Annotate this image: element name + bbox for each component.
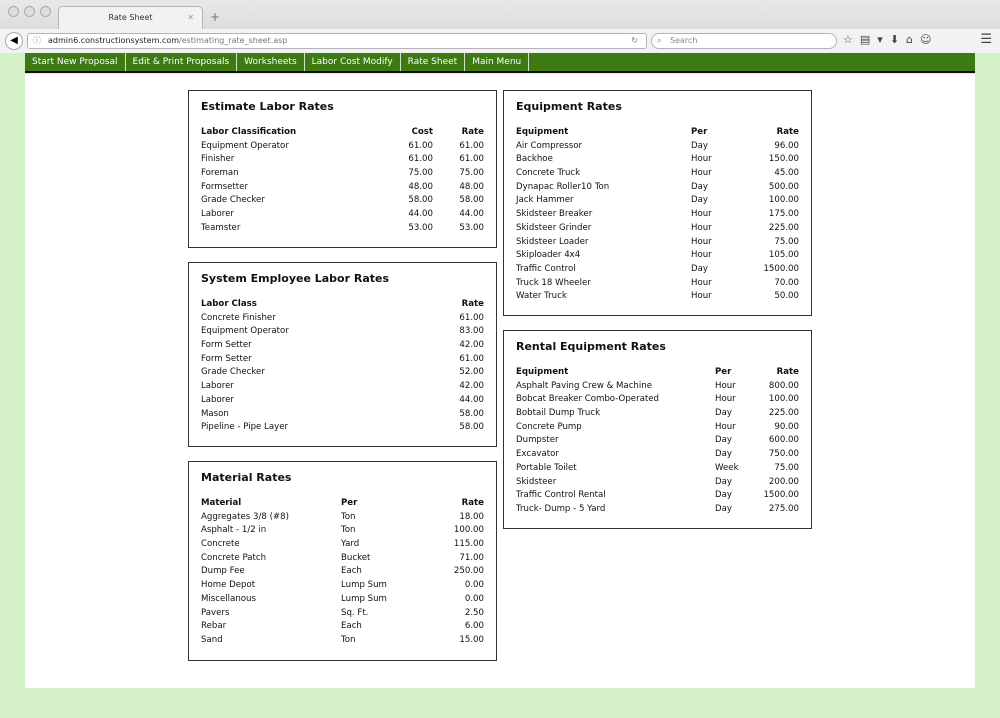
table-row [201,312,484,326]
table-cell: 45.00 [774,168,799,179]
table-cell: Hour [691,222,712,233]
table-row [201,552,484,566]
table-row [201,579,484,593]
table-row [201,634,484,648]
table-cell: 800.00 [768,380,799,391]
table-cell: 48.00 [459,181,484,192]
table-cell: Skidsteer Loader [516,236,589,247]
table-cell: 58.00 [408,195,433,206]
table-cell: Backhoe [516,154,553,165]
table-row [201,408,484,422]
column-header: Equipment [516,367,569,377]
table-cell: 1500.00 [763,490,799,501]
table-cell: Day [691,263,708,274]
table-row [201,421,484,435]
table-cell: Air Compressor [516,140,582,151]
table-cell: 61.00 [408,140,433,151]
table-cell: Foreman [201,168,239,179]
table-cell: Traffic Control Rental [516,490,606,501]
nav-edit-print-proposals[interactable]: Edit & Print Proposals [126,53,238,71]
table-cell: 2.50 [464,607,484,618]
new-tab-icon[interactable]: + [210,10,221,24]
table-cell: Form Setter [201,353,252,364]
column-header: Labor Classification [201,127,297,137]
browser-tab[interactable] [58,6,203,29]
table-cell: 250.00 [453,566,484,577]
table-row [516,503,799,517]
table-cell: Pipeline - Pipe Layer [201,422,289,433]
table-cell: Hour [691,277,712,288]
nav-start-new-proposal[interactable]: Start New Proposal [25,53,126,71]
table-cell: 71.00 [459,552,484,563]
window-controls[interactable] [8,6,51,17]
table-cell: Hour [691,236,712,247]
table-cell: Grade Checker [201,367,265,378]
table-row [516,208,799,222]
nav-labor-cost-modify[interactable]: Labor Cost Modify [305,53,401,71]
main-nav [25,53,975,73]
table-cell: 600.00 [768,435,799,446]
table-cell: 61.00 [408,154,433,165]
table-row [516,393,799,407]
table-header-row [201,497,484,511]
table-row [201,538,484,552]
system-employee-labor-rates-panel [188,262,497,447]
table-row [201,167,484,181]
table-row [516,476,799,490]
table-cell: Each [341,621,362,632]
table-cell: 1500.00 [763,263,799,274]
table-cell: Day [715,435,732,446]
table-cell: Hour [715,380,736,391]
table-cell: Ton [341,525,356,536]
table-cell: Week [715,462,739,473]
table-cell: 61.00 [459,140,484,151]
table-cell: 275.00 [768,503,799,514]
table-cell: 225.00 [768,408,799,419]
table-cell: Day [715,449,732,460]
table-cell: Day [715,476,732,487]
reading-list-icon[interactable]: ▤ [859,33,871,46]
table-cell: 0.00 [464,593,484,604]
nav-rate-sheet[interactable]: Rate Sheet [401,53,466,71]
equipment-rates-panel [503,90,812,316]
table-row [516,222,799,236]
table-cell: Portable Toilet [516,462,577,473]
table-cell: 0.00 [464,580,484,591]
table-row [201,394,484,408]
column-header: Per [715,367,732,377]
table-cell: 100.00 [768,394,799,405]
table-cell: Hour [715,394,736,405]
table-cell: Grade Checker [201,195,265,206]
table-cell: Skidsteer Breaker [516,209,593,220]
table-cell: Laborer [201,381,234,392]
table-cell: Day [691,140,708,151]
table-row [516,407,799,421]
table-row [201,607,484,621]
table-cell: Asphalt Paving Crew & Machine [516,380,652,391]
table-cell: 61.00 [459,353,484,364]
table-cell: Day [691,195,708,206]
column-header: Rate [461,498,484,508]
table-cell: Truck 18 Wheeler [516,277,591,288]
column-header: Equipment [516,127,569,137]
home-icon[interactable]: ⌂ [906,33,914,46]
panel-title: Estimate Labor Rates [201,100,334,113]
table-row [201,339,484,353]
hamburger-menu-icon[interactable]: ☰ [980,32,992,47]
panel-title: Rental Equipment Rates [516,340,666,353]
table-row [516,167,799,181]
table-cell: 75.00 [459,168,484,179]
material-rates-panel [188,461,497,661]
table-cell: Concrete Pump [516,421,582,432]
column-header: Per [691,127,708,137]
table-cell: Dump Fee [201,566,245,577]
table-cell: Miscellanous [201,593,256,604]
rate-sheet-content [25,74,975,688]
table-cell: 52.00 [459,367,484,378]
table-row [516,181,799,195]
nav-main-menu[interactable]: Main Menu [465,53,529,71]
table-row [516,434,799,448]
table-header-row [201,126,484,140]
table-row [201,565,484,579]
column-header: Cost [411,127,433,137]
table-cell: Hour [691,168,712,179]
table-cell: Skiploader 4x4 [516,250,581,261]
table-cell: Hour [691,154,712,165]
table-cell: Water Truck [516,291,567,302]
table-cell: Concrete Truck [516,168,581,179]
table-cell: Lump Sum [341,593,387,604]
table-cell: Asphalt - 1/2 in [201,525,267,536]
table-cell: Concrete Patch [201,552,267,563]
table-header-row [516,126,799,140]
table-cell: 90.00 [774,421,799,432]
table-cell: Pavers [201,607,230,618]
table-cell: Rebar [201,621,227,632]
table-row [201,208,484,222]
table-cell: Form Setter [201,340,252,351]
table-cell: 175.00 [768,209,799,220]
table-cell: Day [691,181,708,192]
browser-chrome [0,0,1000,53]
table-row [201,524,484,538]
table-cell: Bobcat Breaker Combo-Operated [516,394,659,405]
reload-icon[interactable]: ↻ [631,36,638,45]
table-cell: Ton [341,511,356,522]
table-cell: Home Depot [201,580,256,591]
table-row [201,353,484,367]
chat-icon[interactable]: ☺ [920,33,932,46]
table-cell: 61.00 [459,312,484,323]
bookmark-star-icon[interactable]: ☆ [843,33,853,46]
table-cell: Mason [201,408,229,419]
table-cell: Jack Hammer [516,195,574,206]
table-cell: 15.00 [459,634,484,645]
info-icon: ⓘ [33,36,41,45]
table-cell: Hour [691,250,712,261]
column-header: Rate [776,367,799,377]
table-cell: 18.00 [459,511,484,522]
table-cell: 48.00 [408,181,433,192]
table-cell: Laborer [201,394,234,405]
table-cell: 58.00 [459,408,484,419]
table-cell: Skidsteer [516,476,557,487]
search-input[interactable] [651,33,837,49]
table-cell: 115.00 [453,539,484,550]
table-row [516,421,799,435]
table-cell: Hour [691,209,712,220]
table-row [516,380,799,394]
rental-equipment-rates-panel [503,330,812,529]
table-cell: 42.00 [459,340,484,351]
table-cell: Concrete [201,539,240,550]
table-cell: Sq. Ft. [341,607,369,618]
table-row [201,181,484,195]
table-cell: Traffic Control [516,263,576,274]
table-cell: Ton [341,634,356,645]
table-cell: Hour [715,421,736,432]
table-row [201,511,484,525]
table-cell: 50.00 [774,291,799,302]
table-cell: 44.00 [459,209,484,220]
table-row [516,263,799,277]
panel-title: Material Rates [201,471,292,484]
table-cell: 75.00 [408,168,433,179]
column-header: Labor Class [201,299,257,309]
panel-title: System Employee Labor Rates [201,272,390,285]
table-cell: Teamster [201,222,241,233]
table-row [516,236,799,250]
table-cell: 750.00 [768,449,799,460]
pocket-icon[interactable]: ▾ [877,33,883,46]
table-row [516,277,799,291]
table-cell: Finisher [201,154,235,165]
table-cell: 96.00 [774,140,799,151]
nav-worksheets[interactable]: Worksheets [237,53,304,71]
panel-title: Equipment Rates [516,100,622,113]
table-cell: Sand [201,634,223,645]
table-row [201,620,484,634]
table-cell: Truck- Dump - 5 Yard [516,503,606,514]
table-cell: Equipment Operator [201,326,289,337]
search-placeholder: Search [670,36,698,45]
table-row [201,380,484,394]
table-cell: 42.00 [459,381,484,392]
table-row [516,489,799,503]
table-cell: Bucket [341,552,371,563]
table-cell: 58.00 [459,422,484,433]
url-path: /estimating_rate_sheet.asp [179,36,288,45]
table-cell: 6.00 [464,621,484,632]
column-header: Material [201,498,242,508]
table-row [201,222,484,236]
table-cell: Day [715,490,732,501]
table-row [516,140,799,154]
table-cell: Dumpster [516,435,559,446]
table-cell: 75.00 [774,236,799,247]
table-row [201,153,484,167]
table-cell: 61.00 [459,154,484,165]
table-cell: Excavator [516,449,559,460]
table-cell: Lump Sum [341,580,387,591]
address-bar[interactable] [27,33,647,49]
table-cell: 70.00 [774,277,799,288]
table-cell: 53.00 [459,222,484,233]
tab-title: Rate Sheet [108,13,153,22]
table-cell: Skidsteer Grinder [516,222,592,233]
table-header-row [516,366,799,380]
table-cell: Yard [341,539,360,550]
column-header: Rate [461,299,484,309]
table-row [516,194,799,208]
table-cell: Laborer [201,209,234,220]
table-row [201,140,484,154]
table-cell: 44.00 [408,209,433,220]
estimate-labor-rates-panel [188,90,497,248]
table-cell: 44.00 [459,394,484,405]
table-cell: Each [341,566,362,577]
table-row [201,194,484,208]
table-row [516,249,799,263]
table-row [201,366,484,380]
table-cell: 100.00 [768,195,799,206]
download-icon[interactable]: ⬇ [889,33,900,46]
table-header-row [201,298,484,312]
table-cell: 100.00 [453,525,484,536]
table-cell: Day [715,408,732,419]
table-cell: Aggregates 3/8 (#8) [201,511,289,522]
close-tab-icon[interactable]: ✕ [187,13,194,22]
table-cell: Formsetter [201,181,248,192]
table-cell: Dynapac Roller10 Ton [516,181,610,192]
table-cell: 83.00 [459,326,484,337]
table-cell: Equipment Operator [201,140,289,151]
url-host: admin6.constructionsystem.com [48,36,179,45]
table-cell: 75.00 [774,462,799,473]
table-row [516,448,799,462]
table-cell: Day [715,503,732,514]
table-row [201,325,484,339]
table-row [516,462,799,476]
table-row [201,593,484,607]
table-row [516,290,799,304]
table-cell: 200.00 [768,476,799,487]
column-header: Per [341,498,358,508]
table-cell: 225.00 [768,222,799,233]
table-cell: Concrete Finisher [201,312,276,323]
back-arrow-icon[interactable]: ◀ [5,32,23,50]
table-cell: 105.00 [768,250,799,261]
table-cell: 150.00 [768,154,799,165]
table-cell: 53.00 [408,222,433,233]
search-icon: ⌕ [657,36,662,45]
column-header: Rate [461,127,484,137]
table-cell: Bobtail Dump Truck [516,408,601,419]
table-cell: 500.00 [768,181,799,192]
table-row [516,153,799,167]
column-header: Rate [776,127,799,137]
table-cell: Hour [691,291,712,302]
table-cell: 58.00 [459,195,484,206]
